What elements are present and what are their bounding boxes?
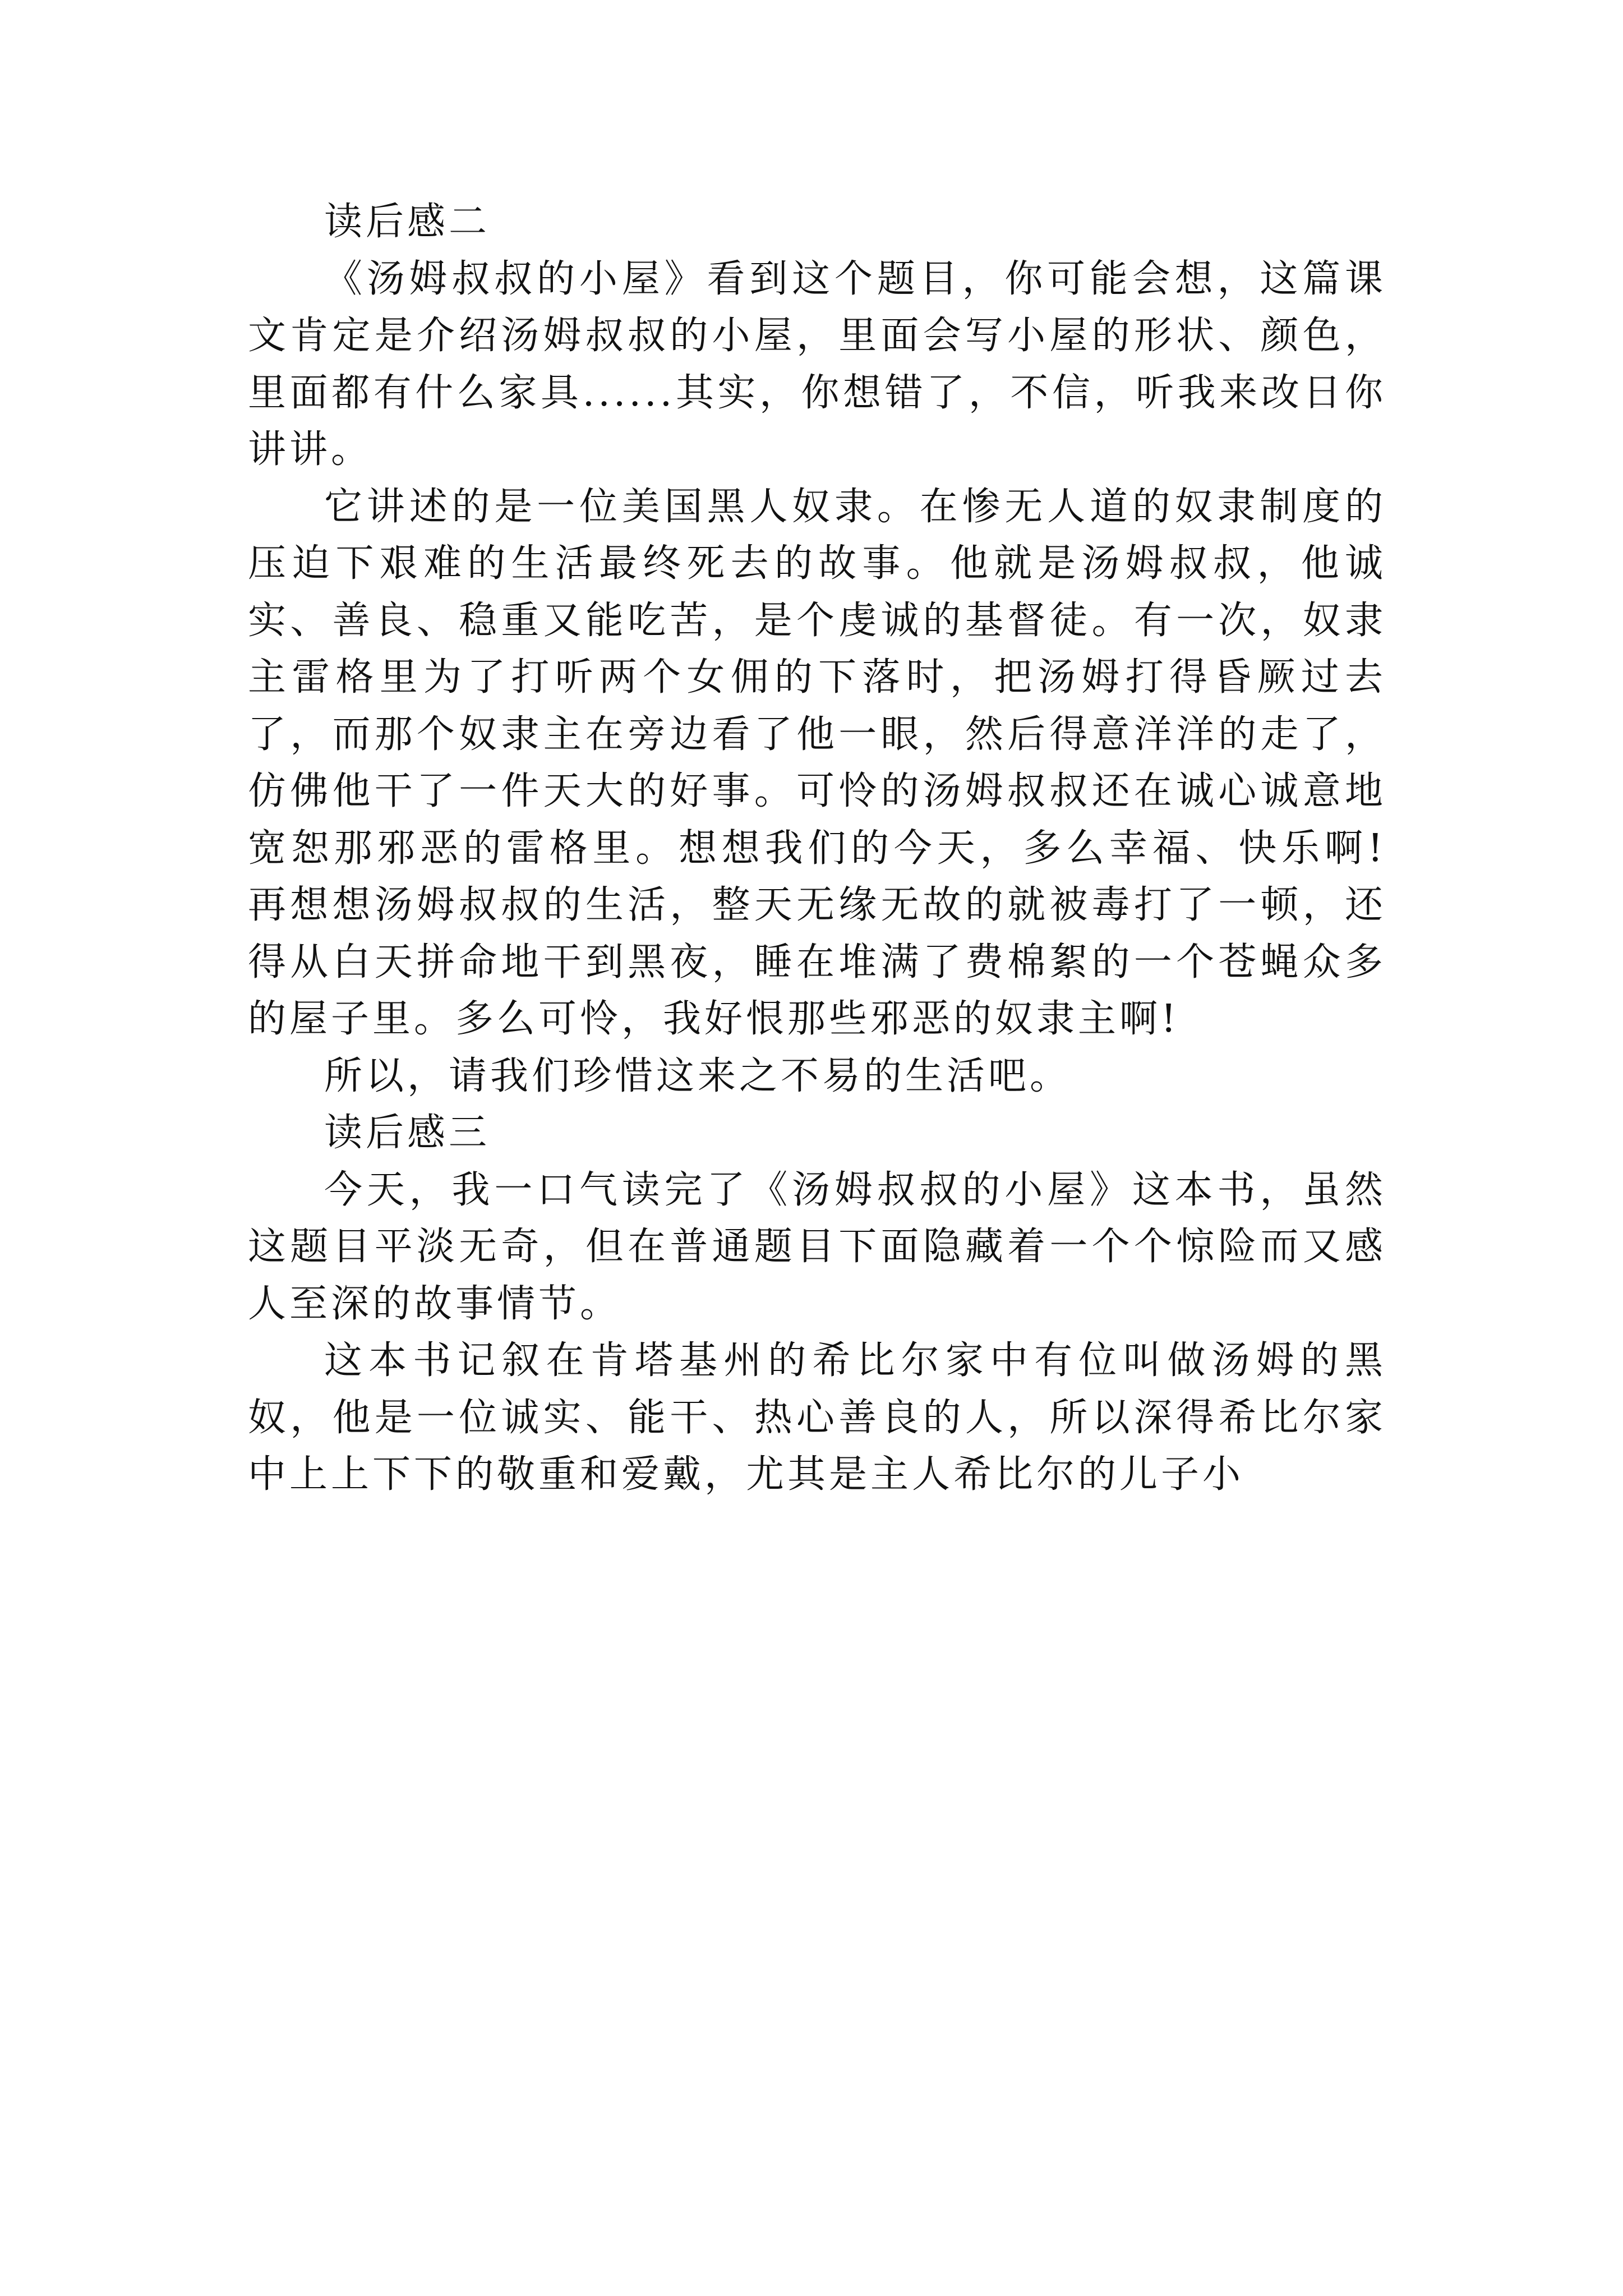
paragraph-conclusion: 所以，请我们珍惜这来之不易的生活吧。 <box>324 1053 1072 1098</box>
paragraph-intro: 《汤姆叔叔的小屋》看到这个题目，你可能会想，这篇课文肯定是介绍汤姆叔叔的小屋，里面会写小屋的形状、颜色，里面都有什么家具......其实，你想错了，不信，听我来改日你讲讲。 <box>248 256 1386 472</box>
section-heading-3: 读后感三 <box>324 1111 491 1155</box>
section-heading-2: 读后感二 <box>324 200 491 244</box>
paragraph-summary: 这本书记叙在肯塔基州的希比尔家中有位叫做汤姆的黑奴，他是一位诚实、能干、热心善良的人，所以深得希比尔家中上上下下的敬重和爱戴，尤其是主人希比尔的儿子小 <box>248 1338 1386 1497</box>
document-body <box>248 194 1386 1503</box>
paragraph-story: 它讲述的是一位美国黑人奴隶。在惨无人道的奴隶制度的压迫下艰难的生活最终死去的故事。他就是汤姆叔叔，他诚实、善良、稳重又能吃苦，是个虔诚的基督徒。有一次，奴隶主雷格里为了打听两个女佣的下落时，把汤姆打得昏厥过去了，而那个奴隶主在旁边看了他一眼，然后得意洋洋的走了，仿佛他干了一件天大的好事。可怜的汤姆叔叔还在诚心诚意地宽恕那邪恶的雷格里。想想我们的今天，多么幸福、快乐啊!再想想汤姆叔叔的生活，整天无缘无故的就被毒打了一顿，还得从白天拼命地干到黑夜，睡在堆满了费棉絮的一个苍蝇众多的屋子里。多么可怜，我好恨那些邪恶的奴隶主啊! <box>248 484 1386 1041</box>
paragraph-opening: 今天，我一口气读完了《汤姆叔叔的小屋》这本书，虽然这题目平淡无奇，但在普通题目下面隐藏着一个个惊险而又感人至深的故事情节。 <box>248 1167 1386 1326</box>
